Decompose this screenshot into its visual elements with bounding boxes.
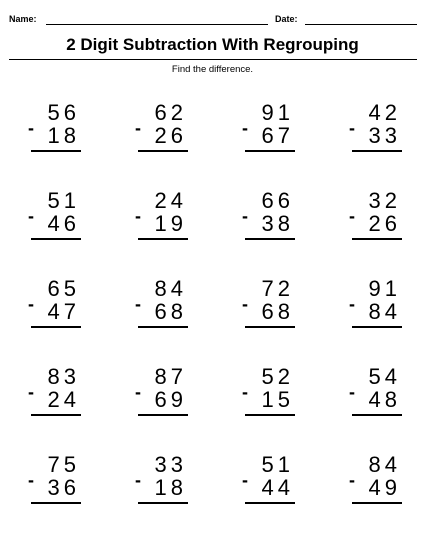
answer-line[interactable] bbox=[138, 326, 188, 328]
minuend: 42 bbox=[368, 100, 401, 125]
subtrahend: 67 bbox=[261, 123, 294, 148]
subtrahend: 49 bbox=[368, 475, 401, 500]
minus-sign: - bbox=[28, 382, 34, 402]
subtraction-problem bbox=[135, 366, 187, 426]
minus-sign: - bbox=[28, 294, 34, 314]
minuend: 52 bbox=[261, 364, 294, 389]
subtraction-problem bbox=[28, 102, 80, 162]
answer-line[interactable] bbox=[352, 502, 402, 504]
subtrahend: 38 bbox=[261, 211, 294, 236]
minus-sign: - bbox=[28, 206, 34, 226]
minus-sign: - bbox=[242, 470, 248, 490]
subtraction-problem bbox=[242, 454, 294, 514]
subtraction-problem bbox=[135, 454, 187, 514]
minus-sign: - bbox=[28, 118, 34, 138]
subtrahend: 36 bbox=[47, 475, 80, 500]
subtraction-problem bbox=[242, 278, 294, 338]
answer-line[interactable] bbox=[245, 502, 295, 504]
subtrahend: 26 bbox=[368, 211, 401, 236]
subtrahend: 33 bbox=[368, 123, 401, 148]
answer-line[interactable] bbox=[352, 150, 402, 152]
minuend: 65 bbox=[47, 276, 80, 301]
answer-line[interactable] bbox=[138, 238, 188, 240]
minus-sign: - bbox=[242, 382, 248, 402]
subtrahend: 44 bbox=[261, 475, 294, 500]
minuend: 33 bbox=[154, 452, 187, 477]
minus-sign: - bbox=[242, 294, 248, 314]
date-label: Date: bbox=[275, 14, 298, 24]
subtrahend: 69 bbox=[154, 387, 187, 412]
minus-sign: - bbox=[135, 382, 141, 402]
instructions: Find the difference. bbox=[171, 64, 254, 75]
minuend: 32 bbox=[368, 188, 401, 213]
answer-line[interactable] bbox=[138, 502, 188, 504]
minus-sign: - bbox=[242, 206, 248, 226]
minuend: 51 bbox=[47, 188, 80, 213]
minus-sign: - bbox=[349, 294, 355, 314]
answer-line[interactable] bbox=[352, 414, 402, 416]
answer-line[interactable] bbox=[245, 238, 295, 240]
minuend: 56 bbox=[47, 100, 80, 125]
page-title: 2 Digit Subtraction With Regrouping bbox=[66, 35, 359, 54]
minuend: 91 bbox=[261, 100, 294, 125]
minuend: 66 bbox=[261, 188, 294, 213]
subtraction-problem bbox=[349, 190, 401, 250]
subtraction-problem bbox=[135, 190, 187, 250]
answer-line[interactable] bbox=[245, 326, 295, 328]
minus-sign: - bbox=[349, 470, 355, 490]
subtraction-problem bbox=[349, 454, 401, 514]
subtrahend: 26 bbox=[154, 123, 187, 148]
subtraction-problem bbox=[242, 102, 294, 162]
subtrahend: 47 bbox=[47, 299, 80, 324]
answer-line[interactable] bbox=[352, 238, 402, 240]
subtraction-problem bbox=[28, 454, 80, 514]
subtraction-problem bbox=[28, 278, 80, 338]
subtrahend: 18 bbox=[47, 123, 80, 148]
answer-line[interactable] bbox=[138, 150, 188, 152]
minus-sign: - bbox=[135, 470, 141, 490]
subtrahend: 68 bbox=[154, 299, 187, 324]
minuend: 84 bbox=[368, 452, 401, 477]
subtraction-problem bbox=[349, 278, 401, 338]
answer-line[interactable] bbox=[31, 414, 81, 416]
subtrahend: 15 bbox=[261, 387, 294, 412]
minus-sign: - bbox=[242, 118, 248, 138]
minus-sign: - bbox=[135, 294, 141, 314]
subtraction-problem bbox=[135, 102, 187, 162]
answer-line[interactable] bbox=[31, 150, 81, 152]
subtraction-problem bbox=[349, 102, 401, 162]
answer-line[interactable] bbox=[245, 150, 295, 152]
subtraction-problem bbox=[242, 366, 294, 426]
name-label: Name: bbox=[9, 14, 37, 24]
subtrahend: 68 bbox=[261, 299, 294, 324]
answer-line[interactable] bbox=[245, 414, 295, 416]
minuend: 91 bbox=[368, 276, 401, 301]
answer-line[interactable] bbox=[352, 326, 402, 328]
minus-sign: - bbox=[28, 470, 34, 490]
subtraction-problem bbox=[28, 366, 80, 426]
subtraction-problem bbox=[242, 190, 294, 250]
subtraction-problem bbox=[135, 278, 187, 338]
minuend: 62 bbox=[154, 100, 187, 125]
minus-sign: - bbox=[349, 118, 355, 138]
minus-sign: - bbox=[135, 206, 141, 226]
minuend: 51 bbox=[261, 452, 294, 477]
answer-line[interactable] bbox=[31, 502, 81, 504]
subtrahend: 84 bbox=[368, 299, 401, 324]
minuend: 87 bbox=[154, 364, 187, 389]
subtraction-problem bbox=[349, 366, 401, 426]
subtrahend: 24 bbox=[47, 387, 80, 412]
answer-line[interactable] bbox=[138, 414, 188, 416]
minus-sign: - bbox=[135, 118, 141, 138]
minuend: 24 bbox=[154, 188, 187, 213]
answer-line[interactable] bbox=[31, 238, 81, 240]
minuend: 54 bbox=[368, 364, 401, 389]
minuend: 84 bbox=[154, 276, 187, 301]
subtrahend: 18 bbox=[154, 475, 187, 500]
subtraction-problem bbox=[28, 190, 80, 250]
minus-sign: - bbox=[349, 206, 355, 226]
minuend: 72 bbox=[261, 276, 294, 301]
subtrahend: 46 bbox=[47, 211, 80, 236]
minuend: 83 bbox=[47, 364, 80, 389]
subtrahend: 48 bbox=[368, 387, 401, 412]
minuend: 75 bbox=[47, 452, 80, 477]
subtrahend: 19 bbox=[154, 211, 187, 236]
answer-line[interactable] bbox=[31, 326, 81, 328]
minus-sign: - bbox=[349, 382, 355, 402]
